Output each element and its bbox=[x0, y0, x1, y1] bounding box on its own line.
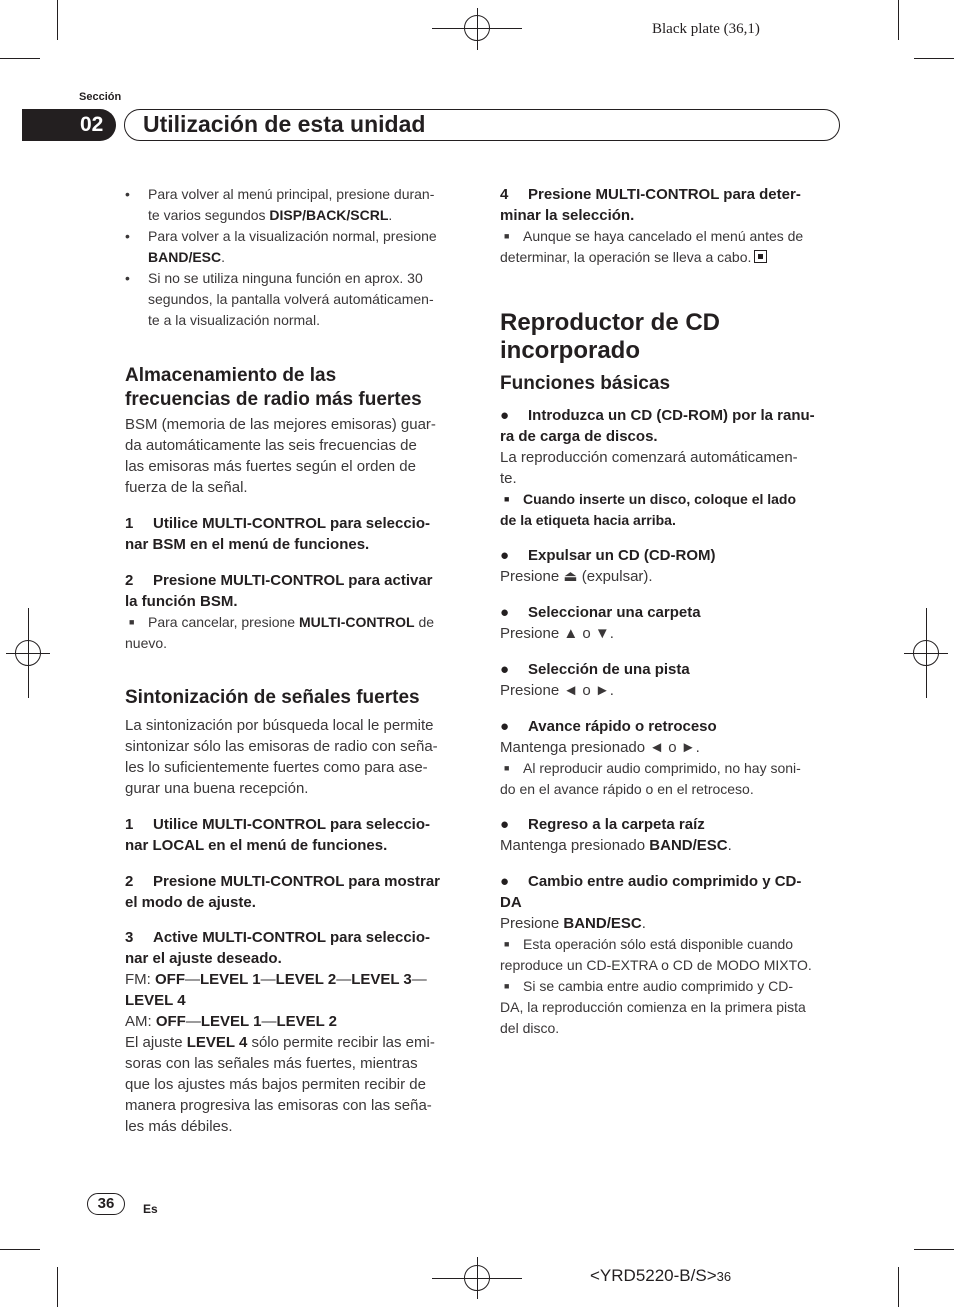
function-fast-forward-reverse-note: ■ Al reproducir audio comprimido, no hay soni- do en el avance rápido o en el retroceso. bbox=[500, 760, 801, 797]
crop-mark-bottom-right-h bbox=[914, 1249, 954, 1250]
bullet-icon: • bbox=[125, 270, 130, 286]
dot-bullet-icon: ● bbox=[500, 604, 510, 621]
model-code: <YRD5220-B/S>36 bbox=[590, 1266, 732, 1285]
list-item: • Para volver a la visualización normal, presione BAND/ESC. bbox=[125, 228, 437, 265]
function-select-track: ● Selección de una pista bbox=[500, 661, 690, 678]
note-marker-icon: ■ bbox=[504, 939, 510, 949]
note-marker-icon: ■ bbox=[504, 981, 510, 991]
plate-note: Black plate (36,1) bbox=[652, 21, 760, 37]
bsm-step-1: 1 Utilice MULTI-CONTROL para seleccio- nar BSM en el menú de funciones. bbox=[125, 515, 430, 553]
left-column bbox=[125, 184, 470, 1137]
crop-mark-bottom-left-h bbox=[0, 1249, 40, 1250]
bsm-step-4: 4 Presione MULTI-CONTROL para deter- minar la selección. bbox=[500, 186, 801, 224]
eject-icon: ⏏ bbox=[563, 568, 578, 585]
step-4-note: ■ Aunque se haya cancelado el menú antes de determinar, la operación se lleva a cabo. bbox=[500, 228, 804, 265]
function-insert-cd-title-cont: ra de carga de discos. bbox=[500, 428, 658, 445]
function-insert-cd: ● Introduzca un CD (CD-ROM) por la ranu- bbox=[500, 407, 815, 424]
function-switch-audio-note-2: ■ Si se cambia entre audio comprimido y CD- DA, la reproducción comienza en la primera pista del disco. bbox=[500, 978, 806, 1036]
function-eject-desc: Presione ⏏ (expulsar). bbox=[500, 568, 653, 585]
function-switch-audio-note-1: ■ Esta operación sólo está disponible cuando reproduce un CD-EXTRA o CD de MODO MIXTO. bbox=[500, 936, 812, 973]
end-of-section-icon bbox=[754, 250, 767, 263]
note-marker-icon: ■ bbox=[504, 763, 510, 773]
local-step-2: 2 Presione MULTI-CONTROL para mostrar el modo de ajuste. bbox=[125, 873, 440, 911]
dot-bullet-icon: ● bbox=[500, 407, 510, 424]
local-step-3: 3 Active MULTI-CONTROL para seleccio- nar el ajuste deseado. bbox=[125, 929, 431, 967]
bsm-heading: Almacenamiento de las frecuencias de radio más fuertes bbox=[125, 365, 422, 410]
note-marker-icon: ■ bbox=[504, 494, 510, 504]
function-switch-audio-title-cont: DA bbox=[500, 894, 522, 911]
crop-mark-bottom-left-v bbox=[57, 1267, 58, 1307]
dot-bullet-icon: ● bbox=[500, 661, 510, 678]
function-select-folder-desc: Presione ▲ o ▼. bbox=[500, 625, 614, 642]
bsm-note: ■ Para cancelar, presione MULTI-CONTROL de nuevo. bbox=[125, 614, 435, 651]
function-fast-forward-reverse: ● Avance rápido o retroceso bbox=[500, 718, 717, 735]
crop-mark-bottom-right-v bbox=[898, 1267, 899, 1307]
dot-bullet-icon: ● bbox=[500, 816, 510, 833]
local-paragraph: La sintonización por búsqueda local le permite sintonizar sólo las emisoras de radio con seña- les lo suficientemente fuertes como para ase- gurar una buena recepción. bbox=[125, 717, 438, 797]
note-marker-icon: ■ bbox=[504, 231, 510, 241]
dot-bullet-icon: ● bbox=[500, 547, 510, 564]
function-return-root-desc: Mantenga presionado BAND/ESC. bbox=[500, 837, 732, 854]
section-number-badge bbox=[22, 109, 116, 141]
crop-mark-top-left-v bbox=[57, 0, 58, 40]
function-fast-forward-reverse-desc: Mantenga presionado ◄ o ►. bbox=[500, 739, 700, 756]
function-eject: ● Expulsar un CD (CD-ROM) bbox=[500, 547, 716, 564]
local-paragraph-2: El ajuste LEVEL 4 sólo permite recibir las emi- soras con las señales más fuertes, mientras que los ajustes más bajos permiten recibir de manera progresiva las emisoras con las seña- les más débiles. bbox=[125, 1034, 435, 1135]
am-levels: AM: OFF—LEVEL 1—LEVEL 2 bbox=[125, 1013, 338, 1030]
section-title: Utilización de esta unidad bbox=[143, 111, 426, 137]
function-switch-audio: ● Cambio entre audio comprimido y CD- bbox=[500, 873, 802, 890]
fm-levels: FM: OFF—LEVEL 1—LEVEL 2—LEVEL 3— LEVEL 4 bbox=[125, 971, 427, 1009]
local-heading: Sintonización de señales fuertes bbox=[125, 687, 420, 708]
local-step-1: 1 Utilice MULTI-CONTROL para seleccio- nar LOCAL en el menú de funciones. bbox=[125, 816, 430, 854]
function-switch-audio-desc: Presione BAND/ESC. bbox=[500, 915, 646, 932]
dot-bullet-icon: ● bbox=[500, 873, 510, 890]
language-code: Es bbox=[143, 1202, 158, 1216]
note-marker-icon: ■ bbox=[129, 617, 135, 627]
bsm-paragraph: BSM (memoria de las mejores emisoras) guar- da automáticamente las seis frecuencias de las emisoras más fuertes según el orden de fuerza de la señal. bbox=[125, 416, 436, 496]
list-item: • Si no se utiliza ninguna función en aprox. 30 segundos, la pantalla volverá automáticamen- te a la visualización normal. bbox=[125, 270, 434, 328]
section-number: 02 bbox=[80, 113, 104, 136]
bullet-icon: • bbox=[125, 228, 130, 244]
bsm-step-2: 2 Presione MULTI-CONTROL para activar la función BSM. bbox=[125, 572, 433, 610]
crop-mark-top-right-h bbox=[914, 58, 954, 59]
crop-mark-top-right-v bbox=[898, 0, 899, 40]
page-number: 36 bbox=[87, 1193, 125, 1215]
function-insert-cd-note: ■ Cuando inserte un disco, coloque el lado de la etiqueta hacia arriba. bbox=[500, 491, 797, 528]
function-select-folder: ● Seleccionar una carpeta bbox=[500, 604, 701, 621]
dot-bullet-icon: ● bbox=[500, 718, 510, 735]
function-insert-cd-desc: La reproducción comenzará automáticamen- te. bbox=[500, 449, 798, 487]
function-return-root: ● Regreso a la carpeta raíz bbox=[500, 816, 705, 833]
right-column bbox=[500, 184, 845, 1039]
bullet-icon: • bbox=[125, 186, 130, 202]
cd-player-heading: Reproductor de CD incorporado bbox=[500, 309, 721, 364]
function-select-track-desc: Presione ◄ o ►. bbox=[500, 682, 614, 699]
list-item: • Para volver al menú principal, presione duran- te varios segundos DISP/BACK/SCRL. bbox=[125, 186, 435, 223]
section-label: Sección bbox=[79, 91, 122, 103]
crop-mark-top-left-h bbox=[0, 58, 40, 59]
basic-functions-heading: Funciones básicas bbox=[500, 373, 671, 394]
